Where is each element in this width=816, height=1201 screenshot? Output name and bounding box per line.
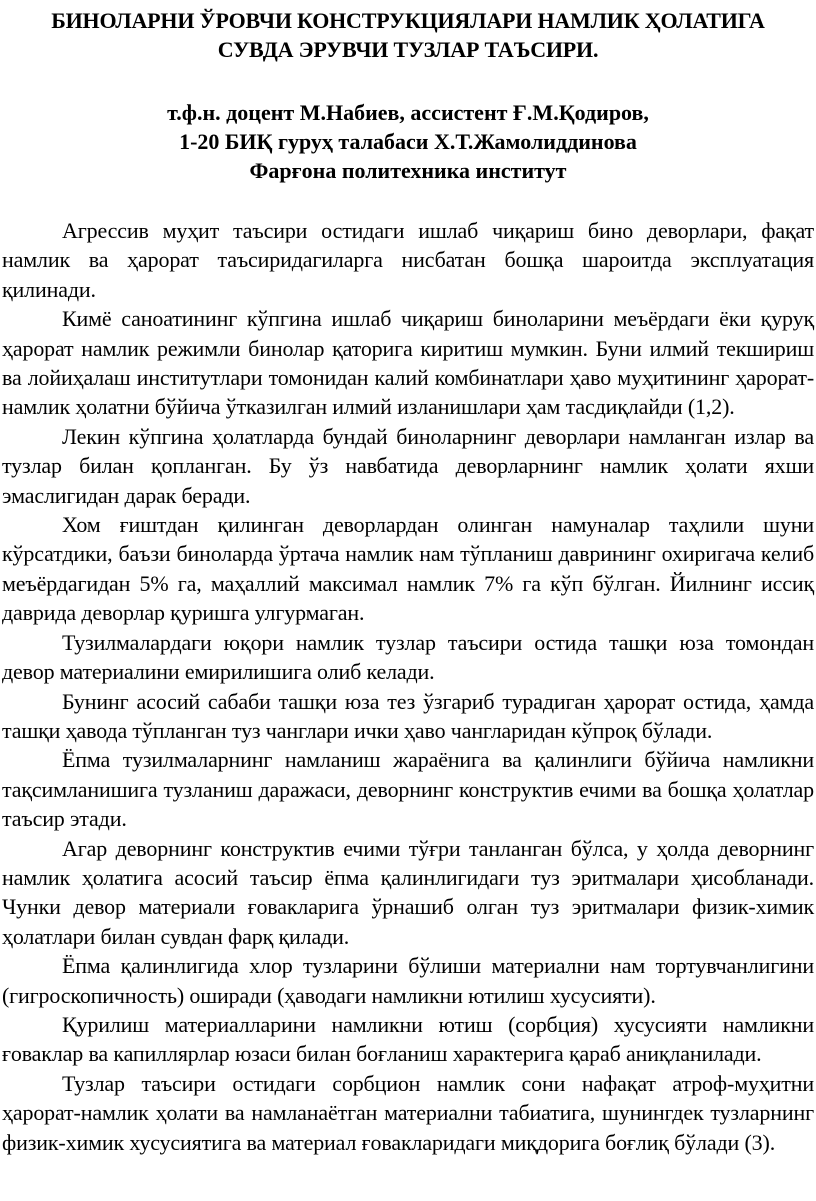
paragraph-3: Лекин кўпгина ҳолатларда бундай биноларнинг деворлари намланган излар ва тузлар билан қопланган. Бу ўз навбатида деворларнинг намлик ҳолати яхши эмаслигидан дарак беради.: [2, 423, 814, 508]
article-body: [2, 216, 814, 1157]
paragraph-8: Агар деворнинг конструктив ечими тўғри танланган бўлса, у ҳолда деворнинг намлик ҳолатига асосий таъсир ёпма қалинлигидаги туз эритмалари ҳисобланади. Чунки девор материали ғовакларига ўрнашиб олган туз эритмалари физик-химик ҳолатлари билан сувдан фарқ қилади.: [2, 835, 814, 949]
title-line-1: БИНОЛАРНИ ЎРОВЧИ КОНСТРУКЦИЯЛАРИ НАМЛИК ҲОЛАТИГА: [51, 8, 765, 33]
paragraph-11: Тузлар таъсири остидаги сорбцион намлик сони нафақат атроф-муҳитни ҳарорат-намлик ҳолати ва намланаётган материални табиатига, шунингдек тузларнинг физик-химик хусусиятига ва материал ғовакларидаги миқдорига боғлиқ бўлади (3).: [2, 1070, 814, 1155]
paragraph-2: Кимё саноатининг кўпгина ишлаб чиқариш биноларини меъёрдаги ёки қуруқ ҳарорат намлик режимли бинолар қаторига киритиш мумкин. Буни илмий текшириш ва лойиҳалаш институтлари томонидан калий комбинатлари ҳаво муҳитининг ҳарорат-намлик ҳолатни бўйича ўтказилган илмий изланишлари ҳам тасдиқлайди (1,2).: [2, 306, 814, 420]
authors-line: т.ф.н. доцент М.Набиев, ассистент Ғ.М.Қодиров,: [167, 100, 649, 125]
student-line: 1-20 БИҚ гуруҳ талабаси Х.Т.Жамолиддинова: [179, 129, 637, 154]
paragraph-1: Агрессив муҳит таъсири остидаги ишлаб чиқариш бино деворлари, фақат намлик ва ҳарорат таъсиридагиларга нисбатан бошқа шароитда эксплуатация қилинади.: [2, 218, 814, 302]
institution-line: Фарғона политехника институт: [249, 158, 567, 183]
document-title: [2, 6, 814, 64]
paragraph-6: Бунинг асосий сабаби ташқи юза тез ўзгариб турадиган ҳарорат остида, ҳамда ташқи ҳавода тўпланган туз чанглари ички ҳаво чангларидан кўпроқ бўлади.: [2, 688, 814, 743]
paragraph-4: Хом ғиштдан қилинган деворлардан олинган намуналар таҳлили шуни кўрсатдики, баъзи биноларда ўртача намлик нам тўпланиш даврининг охиригача келиб меъёрдагидан 5% га, маҳаллий максимал намлик 7% га кўп бўлган. Йилнинг иссиқ даврида деворлар қуришга улгурмаган.: [2, 512, 814, 626]
author-block: [2, 98, 814, 185]
paragraph-5: Тузилмалардаги юқори намлик тузлар таъсири остида ташқи юза томондан девор материалини емирилишига олиб келади.: [2, 629, 814, 685]
paragraph-7: Ёпма тузилмаларнинг намланиш жараёнига ва қалинлиги бўйича намликни тақсимланишига тузланиш даражаси, деворнинг конструктив ечими ва бошқа ҳолатлар таъсир этади.: [2, 747, 814, 832]
paragraph-10: Қурилиш материалларини намликни ютиш (сорбция) хусусияти намликни ғоваклар ва капиллярлар юзаси билан боғланиш характерига қараб аниқланилади.: [2, 1011, 814, 1067]
title-line-2: СУВДА ЭРУВЧИ ТУЗЛАР ТАЪСИРИ.: [217, 37, 599, 62]
paragraph-9: Ёпма қалинлигида хлор тузларини бўлиши материални нам тортувчанлигини (гигроскопичность) оширади (ҳаводаги намликни ютилиш хусусияти).: [2, 953, 814, 1008]
